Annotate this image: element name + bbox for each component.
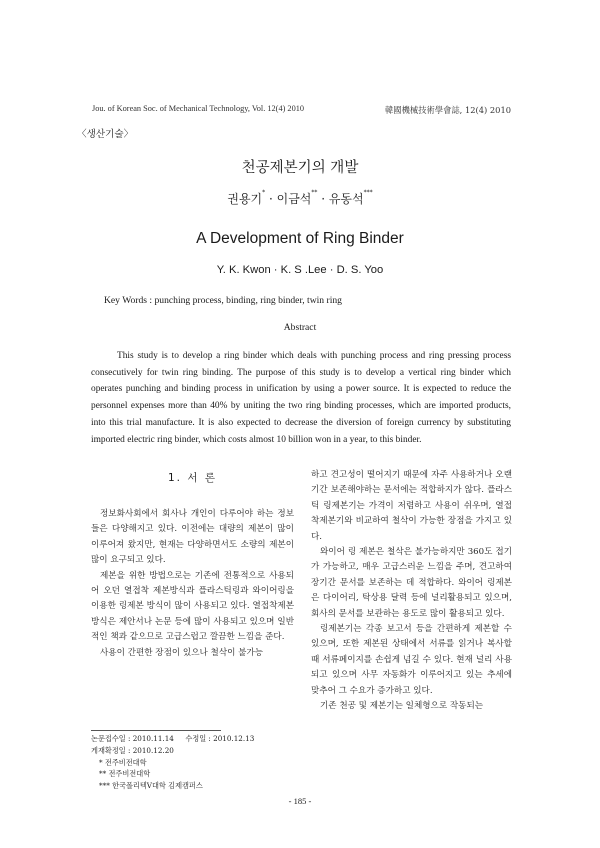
author-1: 권용기 (227, 192, 263, 206)
footnotes (91, 733, 254, 792)
body-column-right (311, 468, 512, 715)
journal-header-right: 韓國機械技術學會誌, 12(4) 2010 (385, 105, 512, 115)
journal-header-left: Jou. of Korean Soc. of Mechanical Technology, Vol. 12(4) 2010 (92, 104, 305, 113)
author-2-mark: ** (311, 189, 318, 196)
body-paragraph: 기존 천공 및 제본기는 일체형으로 작동되는 (320, 701, 484, 712)
affiliation-3: *** 한국폴리텍Ⅴ대학 김제캠퍼스 (99, 781, 203, 791)
body-paragraph: 하고 견고성이 떨어지기 때문에 자주 사용하거나 오랜기간 보존해야하는 문서에는 적합하지가 않다. 플라스틱 링제본기는 가격이 저렴하고 사용이 쉬우며, 열접착제본기와 비교하여 철삭이 가능한 장점을 가지고 있다. (311, 470, 512, 542)
page-number: - 185 - (288, 796, 312, 806)
paper-title-english: A Development of Ring Binder (196, 230, 404, 247)
author-1-mark: * (262, 189, 266, 196)
received-date: 논문접수일 : 2010.11.14 (91, 734, 174, 743)
affiliation-1: * 전주비전대학 (99, 757, 147, 767)
author-3: 유동석 (328, 192, 364, 206)
abstract-heading: Abstract (283, 322, 317, 333)
body-column-left (91, 468, 294, 661)
section-heading: 1. 서 론 (168, 472, 217, 484)
accepted-date: 게재확정일 : 2010.12.20 (91, 745, 174, 755)
affiliation-2: ** 전주비전대학 (99, 769, 151, 779)
body-paragraph: 제본을 위한 방법으로는 기존에 전통적으로 사용되어 오던 열접착 제본방식과 플라스틱링과 와이어링을 이용한 링제본 방식이 많이 사용되고 있다. 열접착제본방식은 제안서나 논문 등에 많이 사용되고 있으며 일반적인 책과 같으므로 고급스럽고 깔끔한 느낌을 준다. (91, 570, 294, 643)
keywords (104, 295, 342, 306)
body-paragraph: 와이어 링 제본은 철삭은 불가능하지만 360도 접기가 가능하고, 매우 고급스러운 느낌을 주며, 견고하여 장기간 문서를 보존하는 데 적합하다. 와이어 링제본은 다이어리, 탁상용 달력 등에 널리활용되고 있으며, 회사의 문서를 보관하는 용도로 많이 활용되고 있다. (311, 547, 512, 619)
footnote-divider (91, 730, 221, 731)
body-paragraph: 링제본기는 각종 보고서 등을 간편하게 제본할 수 있으며, 또한 제본된 상태에서 서류를 읽거나 복사할 때 서류페이지를 손쉽게 넘길 수 있다. 현재 널리 사용되고 있으며 사무 자동화가 이루어지고 있는 추세에 맞추어 그 수요가 증가하고 있다. (311, 624, 512, 696)
keywords-text: punching process, binding, ring binder, twin ring (152, 295, 342, 306)
abstract-body: This study is to develop a ring binder which deals with punching process and ring pressing process consecutively for twin ring binding. The purpose of this study is to develop a vertical ring binder which operates punching and binding process in unification by using a power source. It is expected to reduce the personnel expenses more than 40% by uniting the two ring binding processes, which are imported products, into this trial manufacture. It is also expected to decrease the diversion of foreign currency by substituting imported electric ring binder, which costs almost 10 billion won in a year, to this binder. (91, 351, 511, 445)
body-paragraph: 사용이 간편한 장점이 있으나 철삭이 불가능 (100, 647, 264, 658)
author-3-mark: *** (363, 189, 373, 196)
authors-korean (0, 190, 600, 207)
body-paragraph: 정보화사회에서 회사나 개인이 다루어야 하는 정보들은 다양해지고 있다. 이전에는 대량의 제본이 많이 이루어져 왔지만, 현재는 다양하면서도 소량의 제본이 많이 요구되고 있다. (91, 509, 294, 566)
footnote-dates (91, 733, 254, 745)
keywords-label: Key Words : (104, 295, 153, 306)
authors-english: Y. K. Kwon · K. S .Lee · D. S. Yoo (216, 264, 384, 276)
paper-title-korean: 천공제본기의 개발 (241, 160, 359, 176)
revised-date: 수정일 : 2010.12.13 (185, 734, 255, 743)
author-2: 이금석 (276, 192, 312, 206)
category-label: 〈생산기술〉 (77, 129, 134, 140)
author-separator: · (317, 192, 329, 206)
author-separator: · (265, 192, 277, 206)
